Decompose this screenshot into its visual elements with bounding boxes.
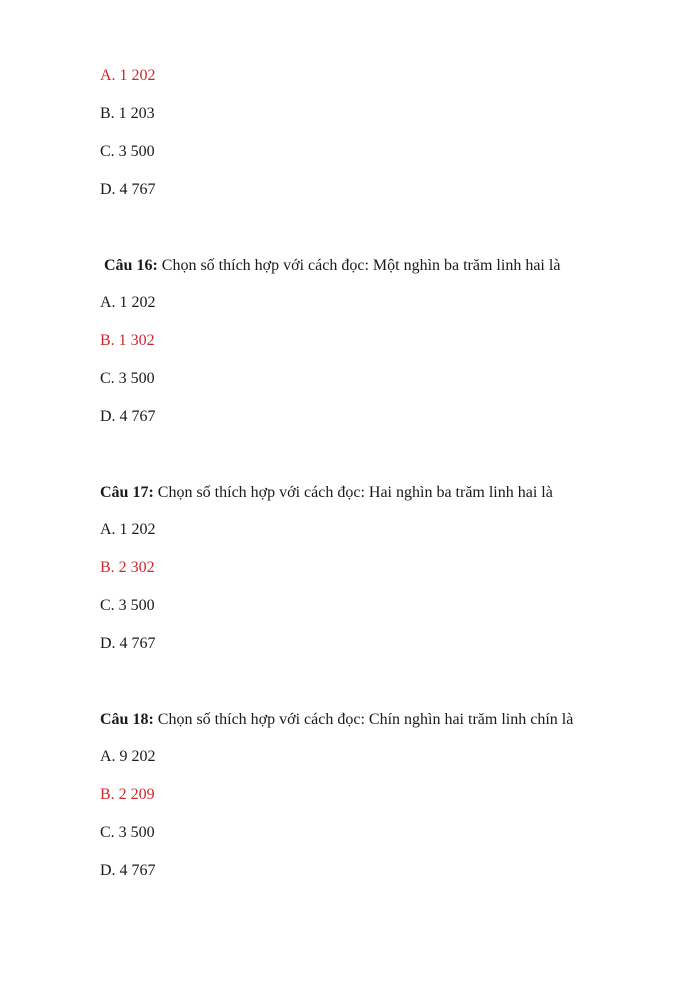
question-18-option-d: D. 4 767	[100, 862, 156, 879]
prev-option-c: C. 3 500	[100, 143, 155, 160]
prev-option-b: B. 1 203	[100, 105, 155, 122]
question-16-label: Câu 16:	[104, 257, 158, 274]
prev-option-d: D. 4 767	[100, 181, 156, 198]
question-16-text: Chọn số thích hợp với cách đọc: Một nghìn ba trăm linh hai là	[157, 257, 561, 274]
question-16-option-c: C. 3 500	[100, 370, 155, 387]
question-17-label: Câu 17:	[100, 484, 154, 501]
question-17-option-b: B. 2 302	[100, 559, 155, 576]
question-18-text: Chọn số thích hợp với cách đọc: Chín nghìn hai trăm linh chín là	[153, 711, 574, 728]
question-18-option-b: B. 2 209	[100, 786, 155, 803]
question-16-option-a: A. 1 202	[100, 294, 156, 311]
prev-option-a: A. 1 202	[100, 67, 156, 84]
question-17-option-d: D. 4 767	[100, 635, 156, 652]
question-17-title	[100, 483, 553, 503]
question-18-label: Câu 18:	[100, 711, 154, 728]
question-17-option-a: A. 1 202	[100, 521, 156, 538]
question-16-option-d: D. 4 767	[100, 408, 156, 425]
question-16-title	[104, 256, 560, 276]
question-18-title	[100, 710, 573, 730]
question-17-text: Chọn số thích hợp với cách đọc: Hai nghìn ba trăm linh hai là	[153, 484, 553, 501]
question-18-option-c: C. 3 500	[100, 824, 155, 841]
question-18-option-a: A. 9 202	[100, 748, 156, 765]
question-17-option-c: C. 3 500	[100, 597, 155, 614]
question-16-option-b: B. 1 302	[100, 332, 155, 349]
